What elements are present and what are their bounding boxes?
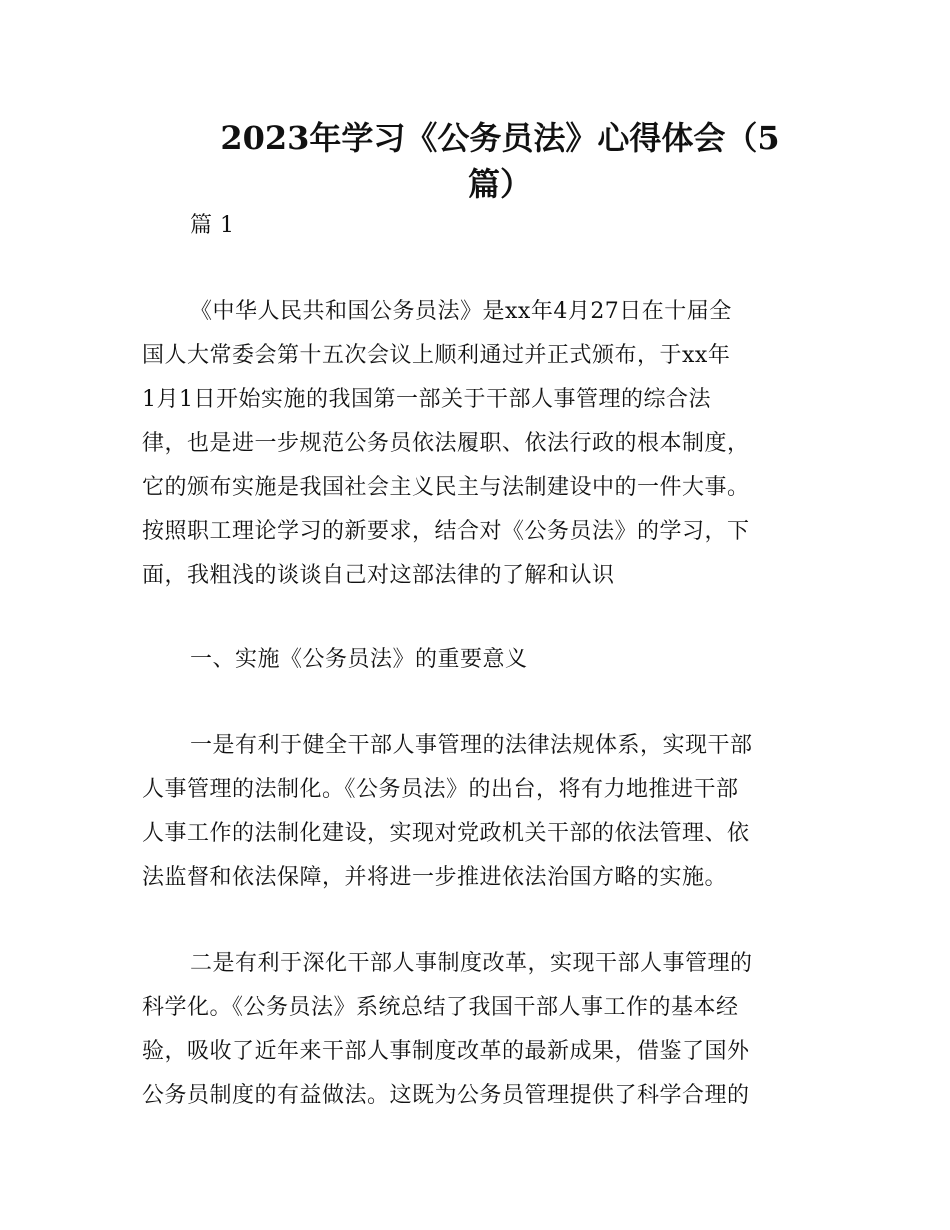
paragraph-line: 国人大常委会第十五次会议上顺利通过并正式颁布，于xx年	[142, 343, 731, 368]
paragraph-point-two	[142, 942, 812, 1118]
paragraph-line: 公务员制度的有益做法。这既为公务员管理提供了科学合理的	[142, 1083, 750, 1108]
document-title	[190, 115, 810, 207]
paragraph-line: 二是有利于深化干部人事制度改革，实现干部人事管理的	[190, 951, 753, 976]
document-title-line-1: 2023年学习《公务员法》心得体会（5	[220, 119, 780, 157]
paragraph-intro	[142, 290, 812, 598]
paragraph-line: 法监督和依法保障，并将进一步推进依法治国方略的实施。	[142, 865, 728, 890]
section-heading-text: 一、实施《公务员法》的重要意义	[190, 647, 528, 672]
section-label-text: 篇 1	[190, 213, 235, 238]
section-label	[142, 204, 860, 248]
paragraph-line: 律，也是进一步规范公务员依法履职、依法行政的根本制度，	[142, 431, 750, 456]
paragraph-line: 人事管理的法制化。《公务员法》的出台，将有力地推进干部	[142, 777, 739, 802]
document-title-line-2: 篇）	[467, 165, 532, 203]
paragraph-line: 科学化。《公务员法》系统总结了我国干部人事工作的基本经	[142, 995, 739, 1020]
paragraph-line: 一是有利于健全干部人事管理的法律法规体系，实现干部	[190, 733, 753, 758]
paragraph-line: 人事工作的法制化建设，实现对党政机关干部的依法管理、依	[142, 821, 750, 846]
paragraph-line: 1月1日开始实施的我国第一部关于干部人事管理的综合法	[142, 387, 711, 412]
paragraph-line: 《中华人民共和国公务员法》是xx年4月27日在十届全	[190, 299, 732, 324]
paragraph-point-one	[142, 724, 812, 900]
paragraph-line: 它的颁布实施是我国社会主义民主与法制建设中的一件大事。	[142, 475, 750, 500]
section-heading	[142, 638, 812, 682]
paragraph-line: 验，吸收了近年来干部人事制度改革的最新成果，借鉴了国外	[142, 1039, 750, 1064]
paragraph-line: 按照职工理论学习的新要求，结合对《公务员法》的学习，下	[142, 519, 750, 544]
paragraph-line: 面，我粗浅的谈谈自己对这部法律的了解和认识	[142, 563, 615, 588]
